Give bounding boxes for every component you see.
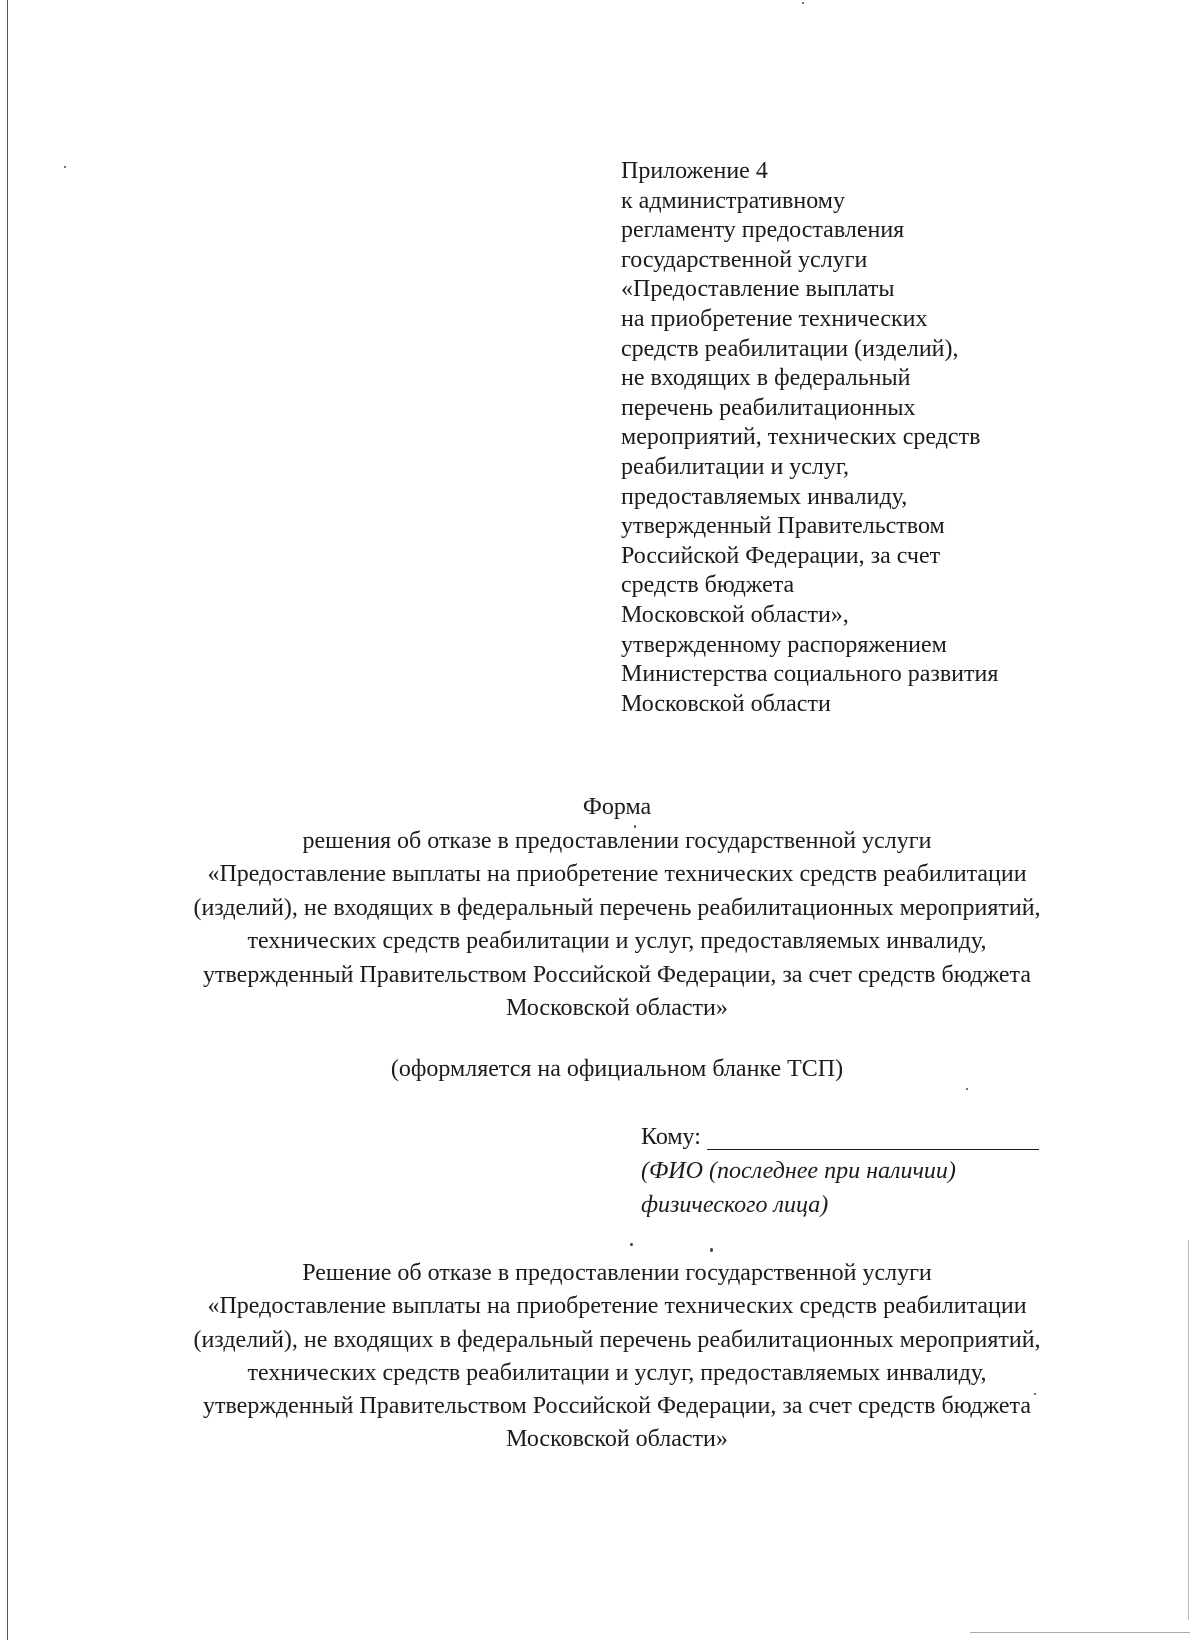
scan-speck — [634, 825, 636, 828]
appendix-line: перечень реабилитационных — [621, 394, 916, 421]
official-letterhead-note: (оформляется на официальном бланке ТСП) — [390, 1056, 844, 1082]
appendix-line: регламенту предоставления — [621, 217, 905, 244]
decision-heading — [0, 1257, 1200, 1457]
decision-heading-line: «Предоставление выплаты на приобретение технических средств реабилитации — [207, 1293, 1027, 1320]
appendix-line: «Предоставление выплаты — [621, 276, 895, 303]
form-title: Форма — [582, 794, 652, 820]
scan-speck — [710, 1248, 713, 1252]
form-heading — [0, 791, 1200, 1026]
recipient-label: Кому: — [641, 1124, 701, 1150]
scan-speck — [630, 1243, 633, 1246]
appendix-line: утвержденному распоряжением — [621, 631, 947, 658]
scan-speck — [64, 166, 66, 168]
appendix-line: на приобретение технических — [621, 305, 928, 332]
decision-heading-line: утвержденный Правительством Российской Федерации, за счет средств бюджета — [203, 1393, 1031, 1420]
recipient-row — [641, 1120, 1101, 1154]
decision-heading-line: (изделий), не входящих в федеральный перечень реабилитационных мероприятий, — [193, 1326, 1041, 1353]
appendix-line: утвержденный Правительством — [621, 513, 945, 540]
appendix-line: государственной услуги — [621, 246, 868, 273]
scan-speck — [802, 2, 804, 4]
recipient-block — [641, 1120, 1101, 1222]
scan-speck — [966, 1088, 968, 1090]
appendix-line: мероприятий, технических средств — [621, 424, 981, 451]
form-heading-line: решения об отказе в предоставлении государственной услуги — [302, 827, 932, 854]
appendix-line: не входящих в федеральный — [621, 365, 911, 392]
appendix-line: Московской области», — [621, 601, 849, 628]
appendix-line: средств бюджета — [621, 572, 795, 599]
appendix-line: средств реабилитации (изделий), — [621, 335, 959, 362]
form-heading-line: утвержденный Правительством Российской Федерации, за счет средств бюджета — [203, 961, 1031, 988]
decision-heading-line: Московской области» — [506, 1426, 728, 1453]
recipient-hint-line: физического лица) — [641, 1192, 829, 1218]
appendix-line: Министерства социального развития — [621, 661, 999, 688]
appendix-line: Российской Федерации, за счет — [621, 542, 941, 569]
appendix-line: Приложение 4 — [621, 158, 768, 184]
appendix-line: предоставляемых инвалиду, — [621, 483, 908, 510]
recipient-name-field[interactable] — [707, 1149, 1039, 1150]
decision-heading-line: технических средств реабилитации и услуг, предоставляемых инвалиду, — [247, 1359, 987, 1386]
scan-speck — [1034, 1393, 1036, 1395]
decision-heading-line: Решение об отказе в предоставлении государственной услуги — [302, 1260, 932, 1286]
appendix-line: реабилитации и услуг, — [621, 453, 850, 480]
form-heading-line: технических средств реабилитации и услуг, предоставляемых инвалиду, — [247, 928, 987, 954]
form-heading-line: (изделий), не входящих в федеральный перечень реабилитационных мероприятий, — [193, 894, 1041, 921]
appendix-line: Московской области — [621, 690, 831, 717]
form-heading-line: Московской области» — [506, 995, 728, 1021]
appendix-block — [621, 157, 1091, 719]
appendix-line: к административному — [621, 187, 845, 214]
recipient-hint-line: (ФИО (последнее при наличии) — [641, 1158, 956, 1184]
form-heading-line: «Предоставление выплаты на приобретение технических средств реабилитации — [207, 861, 1027, 887]
scan-bottom-edge — [970, 1632, 1190, 1633]
